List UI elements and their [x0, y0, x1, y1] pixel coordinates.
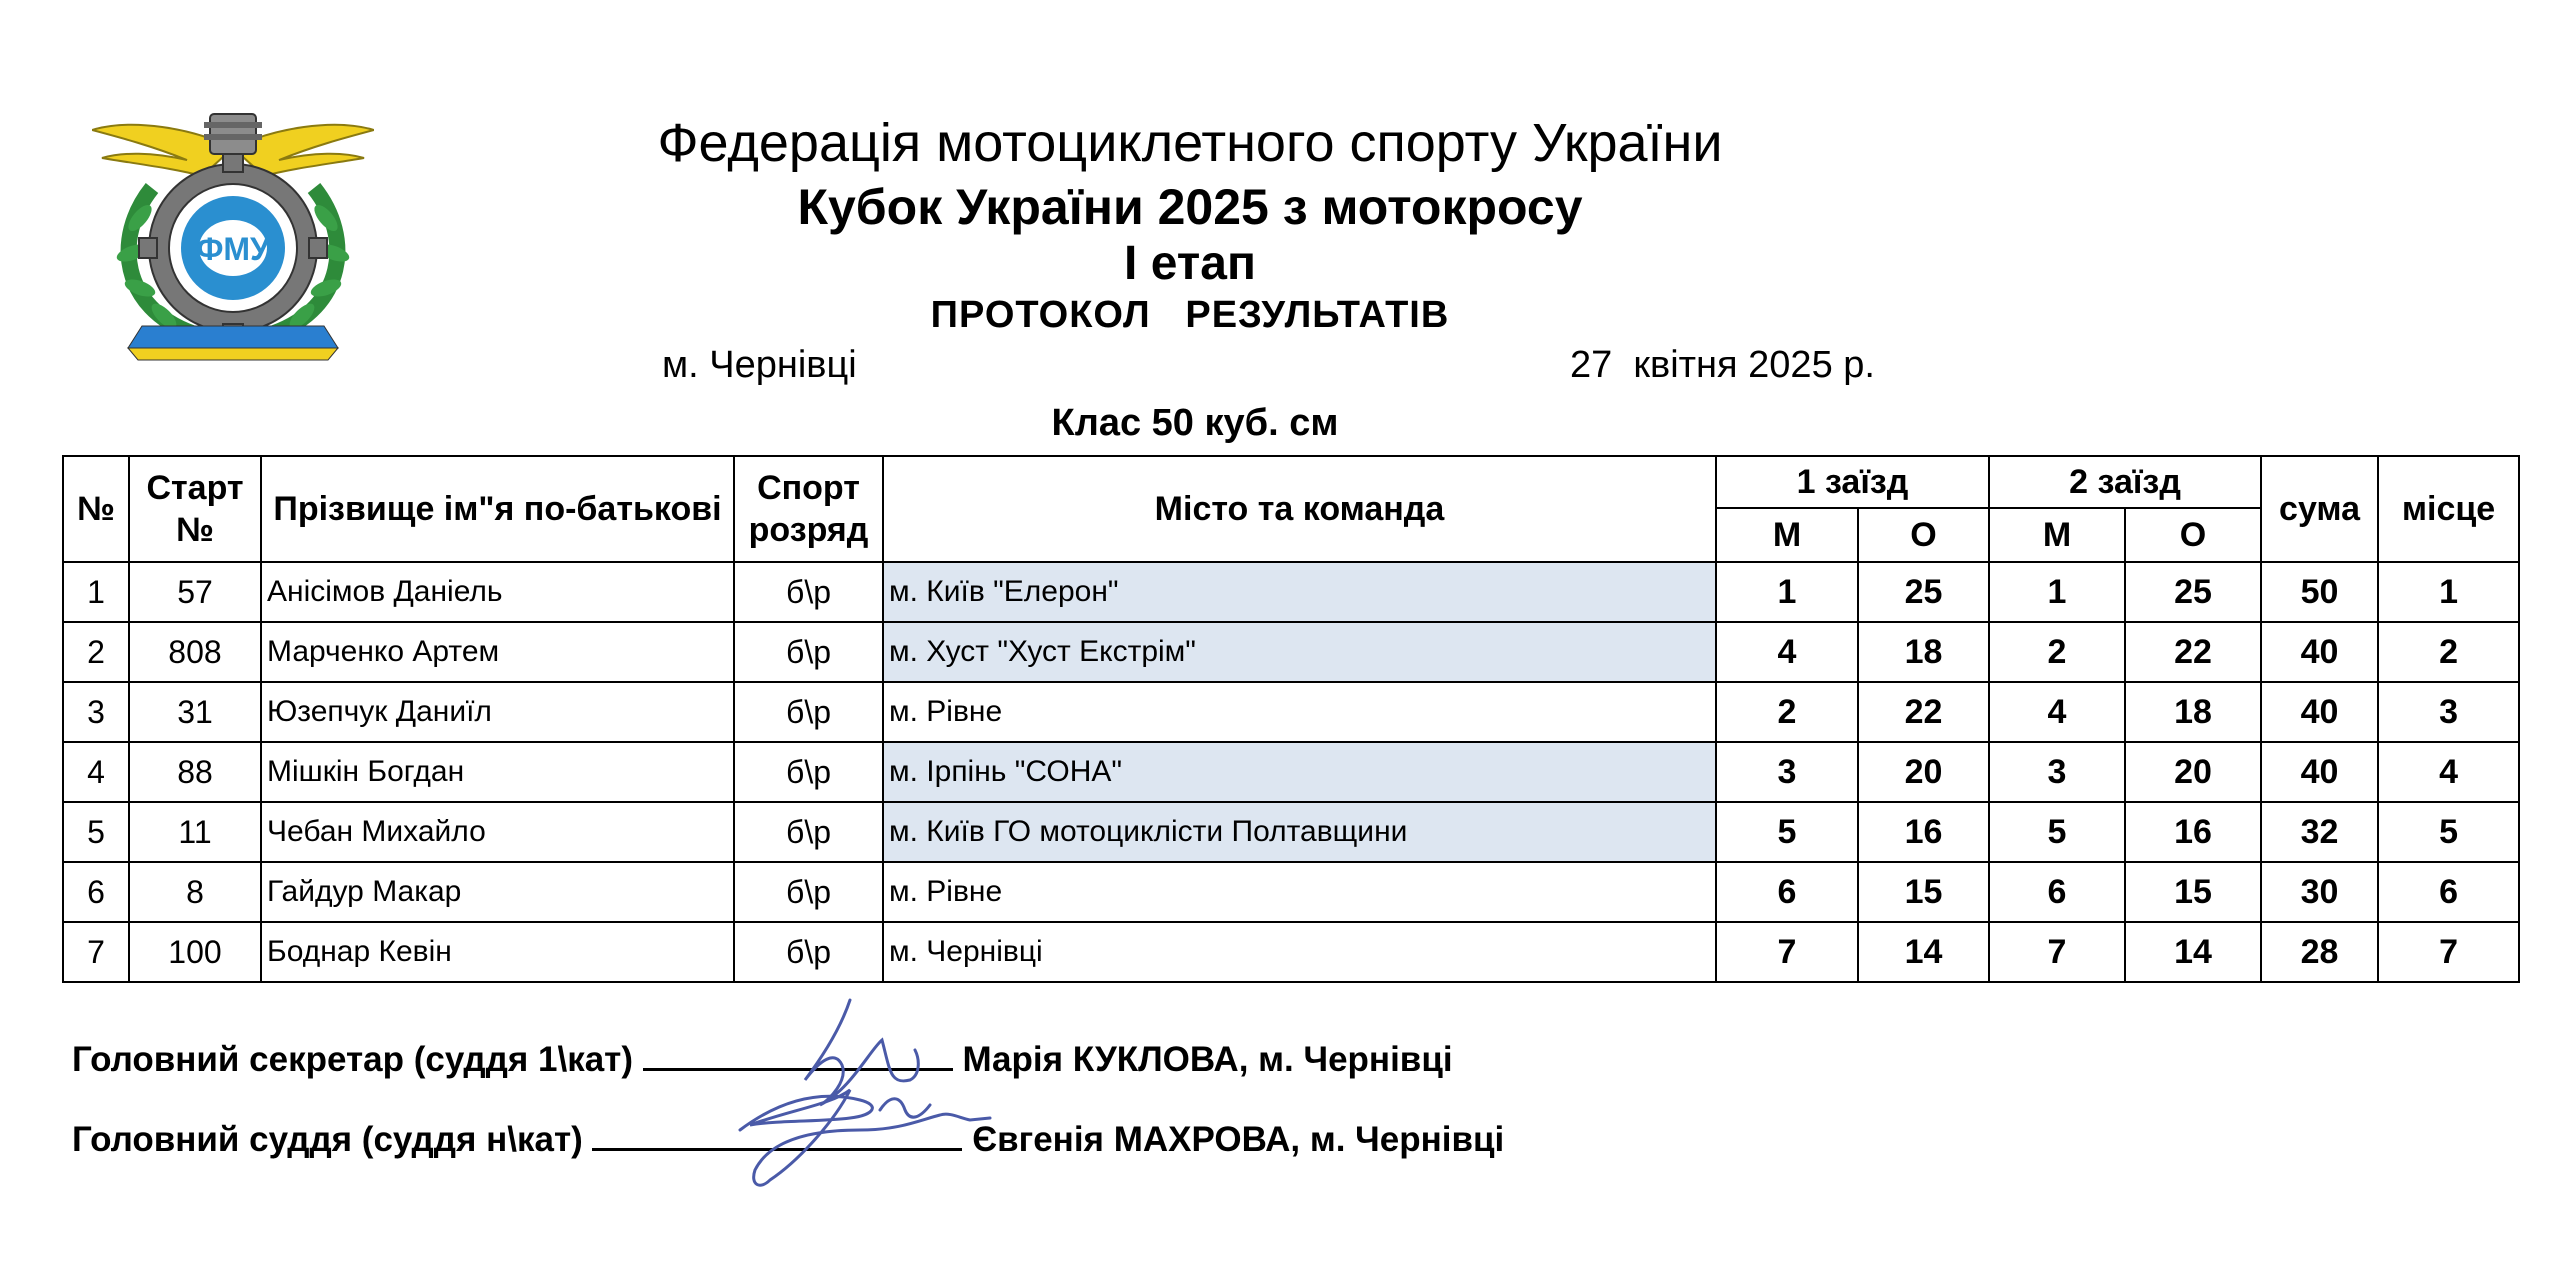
- results-table: [62, 455, 2520, 983]
- cell-num: 3: [63, 682, 129, 742]
- cell-race1-m: 3: [1716, 742, 1858, 802]
- header-start: Старт №: [129, 456, 261, 562]
- header-race1-o: О: [1858, 508, 1989, 562]
- cell-rank: б\р: [734, 562, 883, 622]
- logo-text: ФМУ: [196, 231, 270, 267]
- cell-start: 8: [129, 862, 261, 922]
- cell-race1-m: 5: [1716, 802, 1858, 862]
- cell-race1-o: 18: [1858, 622, 1989, 682]
- cell-place: 2: [2378, 622, 2519, 682]
- secretary-label: Головний секретар (суддя 1\кат): [72, 1040, 633, 1079]
- cell-num: 7: [63, 922, 129, 982]
- event-city: м. Чернівці: [662, 344, 857, 386]
- cell-race2-o: 25: [2125, 562, 2261, 622]
- cell-rank: б\р: [734, 622, 883, 682]
- cell-start: 100: [129, 922, 261, 982]
- cell-num: 1: [63, 562, 129, 622]
- cell-place: 1: [2378, 562, 2519, 622]
- table-row: [63, 862, 2519, 922]
- cell-sum: 50: [2261, 562, 2378, 622]
- cell-sum: 40: [2261, 622, 2378, 682]
- table-row: [63, 562, 2519, 622]
- cell-race2-m: 5: [1989, 802, 2125, 862]
- cell-race2-m: 1: [1989, 562, 2125, 622]
- cell-sum: 30: [2261, 862, 2378, 922]
- header-num: №: [63, 456, 129, 562]
- cell-rank: б\р: [734, 922, 883, 982]
- cell-name: Чебан Михайло: [261, 802, 734, 862]
- cell-team: м. Київ ГО мотоциклісти Полтавщини: [883, 802, 1716, 862]
- cell-race2-m: 4: [1989, 682, 2125, 742]
- cell-sum: 28: [2261, 922, 2378, 982]
- cell-sum: 40: [2261, 682, 2378, 742]
- cell-place: 4: [2378, 742, 2519, 802]
- cell-race1-m: 6: [1716, 862, 1858, 922]
- cell-race1-o: 16: [1858, 802, 1989, 862]
- cell-race1-o: 20: [1858, 742, 1989, 802]
- cell-name: Мішкін Богдан: [261, 742, 734, 802]
- federation-title: Федерація мотоциклетного спорту України: [657, 113, 1723, 173]
- cell-race2-m: 3: [1989, 742, 2125, 802]
- cell-name: Гайдур Макар: [261, 862, 734, 922]
- cell-race1-m: 2: [1716, 682, 1858, 742]
- header-name: Прізвище ім"я по-батькові: [261, 456, 734, 562]
- header-sum: сума: [2261, 456, 2378, 562]
- cell-name: Боднар Кевін: [261, 922, 734, 982]
- cell-race2-m: 6: [1989, 862, 2125, 922]
- cell-name: Анісімов Даніель: [261, 562, 734, 622]
- cell-race2-o: 22: [2125, 622, 2261, 682]
- header-place: місце: [2378, 456, 2519, 562]
- cell-race2-o: 20: [2125, 742, 2261, 802]
- cell-start: 31: [129, 682, 261, 742]
- cell-race2-o: 14: [2125, 922, 2261, 982]
- cell-num: 4: [63, 742, 129, 802]
- cell-sum: 40: [2261, 742, 2378, 802]
- cell-place: 3: [2378, 682, 2519, 742]
- header-race2-m: М: [1989, 508, 2125, 562]
- cell-place: 7: [2378, 922, 2519, 982]
- cell-num: 5: [63, 802, 129, 862]
- cup-title: Кубок України 2025 з мотокросу: [797, 179, 1583, 235]
- cell-race2-m: 2: [1989, 622, 2125, 682]
- header-team: Місто та команда: [883, 456, 1716, 562]
- cell-team: м. Хуст "Хуст Екстрім": [883, 622, 1716, 682]
- stage-title: І етап: [1124, 237, 1256, 290]
- judge-name: Євгенія МАХРОВА, м. Чернівці: [972, 1120, 1505, 1159]
- cell-team: м. Рівне: [883, 862, 1716, 922]
- cell-race2-o: 15: [2125, 862, 2261, 922]
- table-row: [63, 742, 2519, 802]
- class-title: Клас 50 куб. см: [1051, 402, 1339, 444]
- cell-place: 5: [2378, 802, 2519, 862]
- cell-start: 11: [129, 802, 261, 862]
- judge-label: Головний суддя (суддя н\кат): [72, 1120, 583, 1159]
- header-race1: 1 заїзд: [1716, 456, 1989, 508]
- cell-race1-o: 25: [1858, 562, 1989, 622]
- cell-rank: б\р: [734, 742, 883, 802]
- cell-num: 6: [63, 862, 129, 922]
- table-row: [63, 922, 2519, 982]
- cell-race1-o: 14: [1858, 922, 1989, 982]
- event-date: 27 квітня 2025 р.: [1570, 344, 1875, 386]
- cell-num: 2: [63, 622, 129, 682]
- header-rank: Спорт розряд: [734, 456, 883, 562]
- cell-rank: б\р: [734, 682, 883, 742]
- cell-race1-m: 1: [1716, 562, 1858, 622]
- cell-race2-o: 18: [2125, 682, 2261, 742]
- header-race1-m: М: [1716, 508, 1858, 562]
- protocol-title: ПРОТОКОЛ РЕЗУЛЬТАТІВ: [930, 294, 1450, 336]
- cell-race1-m: 7: [1716, 922, 1858, 982]
- cell-place: 6: [2378, 862, 2519, 922]
- cell-race1-m: 4: [1716, 622, 1858, 682]
- cell-sum: 32: [2261, 802, 2378, 862]
- cell-team: м. Чернівці: [883, 922, 1716, 982]
- cell-race2-m: 7: [1989, 922, 2125, 982]
- cell-race2-o: 16: [2125, 802, 2261, 862]
- cell-team: м. Рівне: [883, 682, 1716, 742]
- cell-name: Марченко Артем: [261, 622, 734, 682]
- header-race2-o: О: [2125, 508, 2261, 562]
- cell-race1-o: 22: [1858, 682, 1989, 742]
- header-race2: 2 заїзд: [1989, 456, 2261, 508]
- cell-rank: б\р: [734, 802, 883, 862]
- cell-start: 88: [129, 742, 261, 802]
- secretary-name: Марія КУКЛОВА, м. Чернівці: [962, 1040, 1453, 1079]
- table-row: [63, 622, 2519, 682]
- cell-start: 808: [129, 622, 261, 682]
- cell-race1-o: 15: [1858, 862, 1989, 922]
- cell-team: м. Ірпінь "СОНА": [883, 742, 1716, 802]
- cell-team: м. Київ "Елерон": [883, 562, 1716, 622]
- cell-start: 57: [129, 562, 261, 622]
- cell-rank: б\р: [734, 862, 883, 922]
- table-row: [63, 802, 2519, 862]
- cell-name: Юзепчук Даниїл: [261, 682, 734, 742]
- handwritten-signature-icon: [620, 990, 1040, 1210]
- table-row: [63, 682, 2519, 742]
